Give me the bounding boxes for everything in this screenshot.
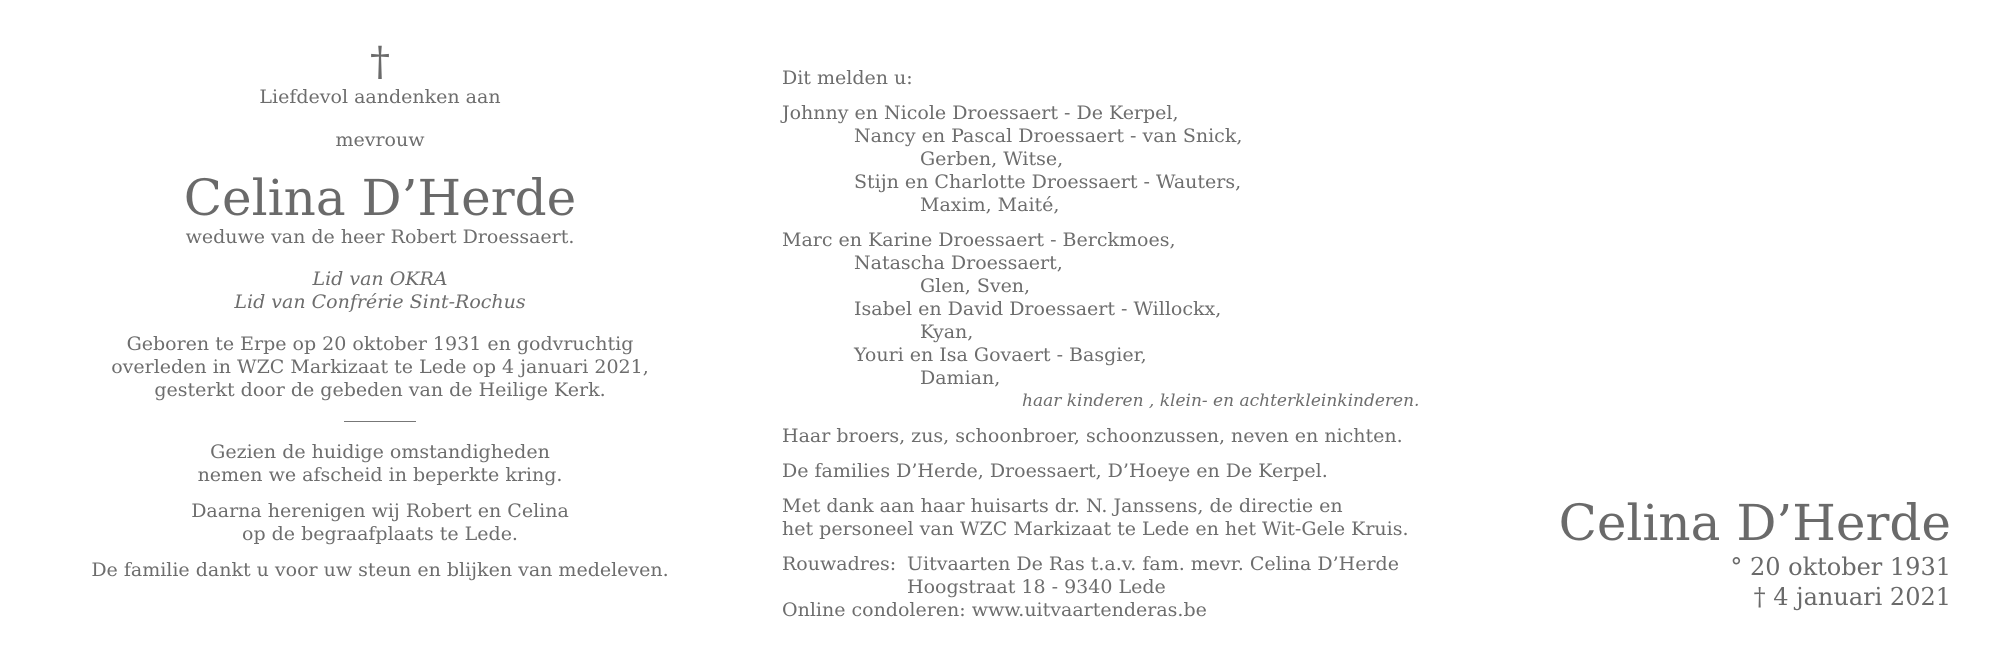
gratitude-line: het personeel van WZC Markizaat te Lede en het Wit-Gele Kruis. xyxy=(782,518,1409,540)
family-line: Stijn en Charlotte Droessaert - Wauters, xyxy=(854,171,1242,193)
thanks-text: De familie dankt u voor uw steun en blijken van medeleven. xyxy=(91,559,669,581)
membership-line: Lid van Confrérie Sint-Rochus xyxy=(234,291,526,313)
cover-name: Celina D’Herde xyxy=(1558,494,1951,552)
memberships xyxy=(40,268,720,314)
burial-line: Daarna herenigen wij Robert en Celina xyxy=(191,500,569,522)
death-date: † 4 januari 2021 xyxy=(1753,583,1951,611)
memorial-card-middle xyxy=(782,67,1502,622)
intro-text: Liefdevol aandenken aan xyxy=(259,86,501,108)
circumstances-line: nemen we afscheid in beperkte kring. xyxy=(197,464,563,486)
family-group xyxy=(782,229,1502,413)
gratitude-text xyxy=(782,495,1502,541)
family-line: Johnny en Nicole Droessaert - De Kerpel, xyxy=(782,102,1179,124)
cross-icon: † xyxy=(370,39,390,85)
family-line: Marc en Karine Droessaert - Berckmoes, xyxy=(782,229,1176,251)
membership-line: Lid van OKRA xyxy=(312,268,448,290)
family-line: Glen, Sven, xyxy=(920,275,1031,297)
family-line: Damian, xyxy=(920,367,1001,389)
family-line: Nancy en Pascal Droessaert - van Snick, xyxy=(854,125,1243,147)
address-line: Uitvaarten De Ras t.a.v. fam. mevr. Celina D’Herde xyxy=(907,553,1399,575)
circumstances-text xyxy=(40,441,720,487)
divider xyxy=(344,421,416,422)
burial-text xyxy=(40,500,720,546)
deceased-name: Celina D’Herde xyxy=(183,169,577,227)
children-note: haar kinderen , klein- en achterkleinkinderen. xyxy=(1022,391,1420,411)
online-label: Online condoleren: xyxy=(782,599,966,621)
birth-line: Geboren te Erpe op 20 oktober 1931 en godvruchtig xyxy=(126,333,634,355)
siblings-line: Haar broers, zus, schoonbroer, schoonzussen, neven en nichten. xyxy=(782,425,1403,447)
family-line: Maxim, Maité, xyxy=(920,194,1060,216)
families-line: De families D’Herde, Droessaert, D’Hoeye en De Kerpel. xyxy=(782,460,1328,482)
gratitude-line: Met dank aan haar huisarts dr. N. Janssens, de directie en xyxy=(782,495,1343,517)
online-url[interactable]: www.uitvaartenderas.be xyxy=(971,599,1207,621)
burial-line: op de begraafplaats te Lede. xyxy=(242,523,518,545)
birth-line: overleden in WZC Markizaat te Lede op 4 januari 2021, xyxy=(111,356,649,378)
address-label: Rouwadres: xyxy=(782,553,897,575)
online-condolence xyxy=(782,599,1502,622)
birth-date: ° 20 oktober 1931 xyxy=(1730,553,1951,581)
family-line: Youri en Isa Govaert - Basgier, xyxy=(854,344,1147,366)
family-line: Isabel en David Droessaert - Willockx, xyxy=(854,298,1222,320)
memorial-card-left xyxy=(40,40,720,582)
birth-death-text xyxy=(40,333,720,402)
address-line: Hoogstraat 18 - 9340 Lede xyxy=(907,576,1166,598)
widow-line: weduwe van de heer Robert Droessaert. xyxy=(185,226,575,248)
family-line: Natascha Droessaert, xyxy=(854,252,1063,274)
family-line: Gerben, Witse, xyxy=(920,148,1064,170)
honorific: mevrouw xyxy=(335,129,425,151)
family-line: Kyan, xyxy=(920,321,974,343)
birth-line: gesterkt door de gebeden van de Heilige Kerk. xyxy=(154,379,606,401)
announcement-heading: Dit melden u: xyxy=(782,67,913,89)
mourning-address xyxy=(782,553,1502,622)
circumstances-line: Gezien de huidige omstandigheden xyxy=(210,441,550,463)
family-group xyxy=(782,102,1502,217)
memorial-card-cover xyxy=(1559,494,1951,612)
